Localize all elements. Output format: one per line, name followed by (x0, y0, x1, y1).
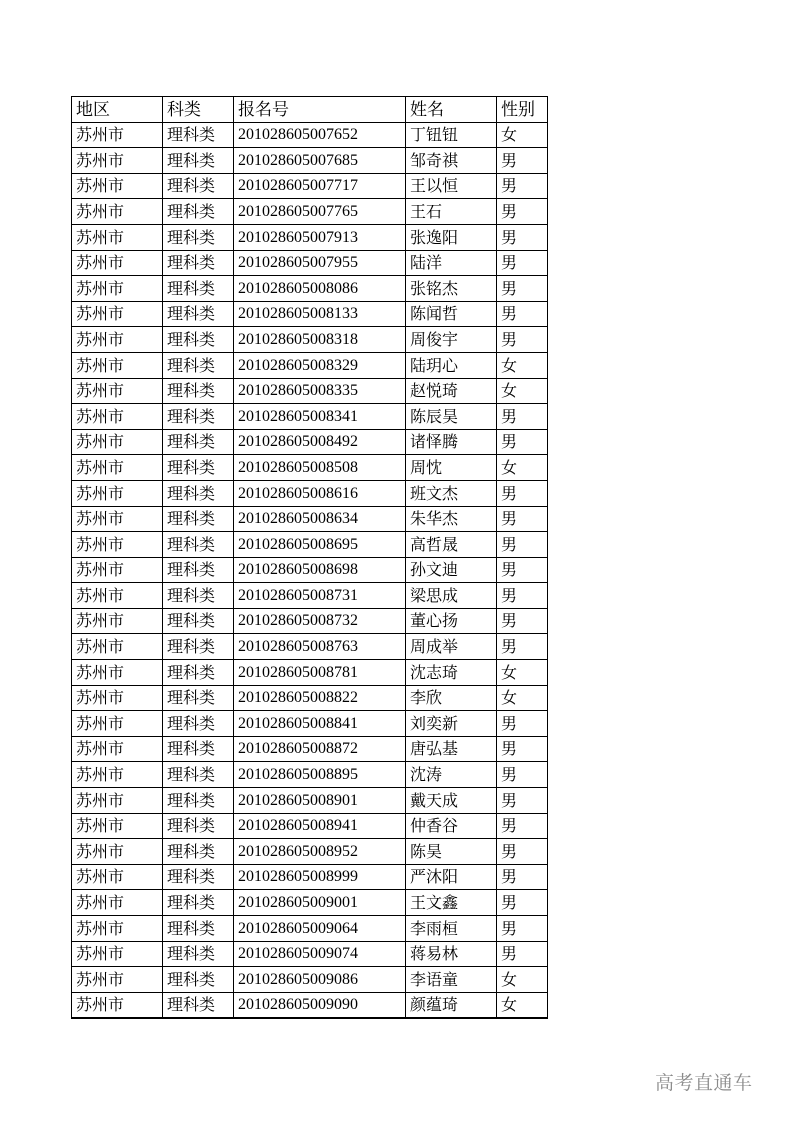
cell-gender: 男 (497, 813, 548, 839)
cell-registration-number: 201028605007955 (234, 250, 406, 276)
cell-gender: 男 (497, 839, 548, 865)
cell-registration-number: 201028605008822 (234, 685, 406, 711)
cell-name: 严沐阳 (406, 864, 497, 890)
cell-category: 理科类 (163, 173, 234, 199)
cell-registration-number: 201028605008086 (234, 276, 406, 302)
cell-name: 赵悦琦 (406, 378, 497, 404)
cell-category: 理科类 (163, 480, 234, 506)
cell-registration-number: 201028605008492 (234, 429, 406, 455)
cell-name: 张逸阳 (406, 224, 497, 250)
cell-region: 苏州市 (72, 532, 163, 558)
cell-gender: 男 (497, 890, 548, 916)
table-row (72, 608, 548, 634)
cell-gender: 男 (497, 711, 548, 737)
table-row (72, 455, 548, 481)
cell-region: 苏州市 (72, 736, 163, 762)
cell-category: 理科类 (163, 634, 234, 660)
cell-region: 苏州市 (72, 352, 163, 378)
cell-name: 陆玥心 (406, 352, 497, 378)
cell-region: 苏州市 (72, 583, 163, 609)
table-row (72, 480, 548, 506)
cell-registration-number: 201028605008781 (234, 660, 406, 686)
cell-region: 苏州市 (72, 608, 163, 634)
cell-name: 诸怿腾 (406, 429, 497, 455)
cell-region: 苏州市 (72, 480, 163, 506)
cell-category: 理科类 (163, 557, 234, 583)
cell-region: 苏州市 (72, 813, 163, 839)
cell-name: 唐弘基 (406, 736, 497, 762)
cell-region: 苏州市 (72, 404, 163, 430)
cell-registration-number: 201028605008763 (234, 634, 406, 660)
cell-category: 理科类 (163, 736, 234, 762)
cell-registration-number: 201028605008941 (234, 813, 406, 839)
cell-region: 苏州市 (72, 890, 163, 916)
table-row (72, 864, 548, 890)
cell-gender: 男 (497, 480, 548, 506)
header-cell-registration-number: 报名号 (234, 97, 406, 123)
table-row (72, 301, 548, 327)
cell-category: 理科类 (163, 813, 234, 839)
table-row (72, 967, 548, 993)
cell-gender: 男 (497, 224, 548, 250)
cell-name: 陆洋 (406, 250, 497, 276)
cell-category: 理科类 (163, 276, 234, 302)
table-row (72, 941, 548, 967)
cell-region: 苏州市 (72, 429, 163, 455)
cell-category: 理科类 (163, 660, 234, 686)
cell-region: 苏州市 (72, 864, 163, 890)
cell-category: 理科类 (163, 890, 234, 916)
cell-category: 理科类 (163, 992, 234, 1018)
table-row (72, 148, 548, 174)
table-row (72, 583, 548, 609)
cell-registration-number: 201028605008901 (234, 788, 406, 814)
cell-gender: 男 (497, 327, 548, 353)
cell-category: 理科类 (163, 327, 234, 353)
cell-registration-number: 201028605008732 (234, 608, 406, 634)
cell-gender: 男 (497, 250, 548, 276)
cell-registration-number: 201028605008841 (234, 711, 406, 737)
cell-registration-number: 201028605008731 (234, 583, 406, 609)
cell-region: 苏州市 (72, 301, 163, 327)
table-row (72, 839, 548, 865)
cell-gender: 男 (497, 762, 548, 788)
cell-category: 理科类 (163, 224, 234, 250)
cell-category: 理科类 (163, 839, 234, 865)
cell-registration-number: 201028605009090 (234, 992, 406, 1018)
cell-name: 班文杰 (406, 480, 497, 506)
cell-registration-number: 201028605008895 (234, 762, 406, 788)
cell-name: 董心扬 (406, 608, 497, 634)
cell-registration-number: 201028605009064 (234, 916, 406, 942)
cell-region: 苏州市 (72, 378, 163, 404)
cell-region: 苏州市 (72, 506, 163, 532)
cell-name: 朱华杰 (406, 506, 497, 532)
cell-registration-number: 201028605009074 (234, 941, 406, 967)
cell-region: 苏州市 (72, 967, 163, 993)
cell-region: 苏州市 (72, 634, 163, 660)
cell-category: 理科类 (163, 788, 234, 814)
table-row (72, 557, 548, 583)
cell-gender: 男 (497, 608, 548, 634)
cell-region: 苏州市 (72, 788, 163, 814)
cell-gender: 女 (497, 352, 548, 378)
cell-category: 理科类 (163, 429, 234, 455)
cell-gender: 女 (497, 455, 548, 481)
watermark-text: 高考直通车 (655, 1072, 753, 1094)
cell-name: 陈闻哲 (406, 301, 497, 327)
cell-registration-number: 201028605008634 (234, 506, 406, 532)
cell-region: 苏州市 (72, 455, 163, 481)
table-row (72, 916, 548, 942)
cell-gender: 男 (497, 864, 548, 890)
cell-gender: 男 (497, 173, 548, 199)
cell-gender: 男 (497, 532, 548, 558)
cell-region: 苏州市 (72, 941, 163, 967)
cell-name: 蒋易林 (406, 941, 497, 967)
cell-gender: 男 (497, 276, 548, 302)
cell-category: 理科类 (163, 199, 234, 225)
cell-region: 苏州市 (72, 992, 163, 1018)
cell-category: 理科类 (163, 916, 234, 942)
header-cell-gender: 性别 (497, 97, 548, 123)
table-row (72, 685, 548, 711)
cell-category: 理科类 (163, 352, 234, 378)
cell-gender: 男 (497, 199, 548, 225)
cell-gender: 女 (497, 967, 548, 993)
cell-category: 理科类 (163, 608, 234, 634)
cell-registration-number: 201028605007765 (234, 199, 406, 225)
table-row (72, 762, 548, 788)
table-row (72, 378, 548, 404)
table-row (72, 890, 548, 916)
roster-table (71, 96, 548, 1019)
roster-table-body (72, 97, 548, 1019)
cell-region: 苏州市 (72, 327, 163, 353)
cell-registration-number: 201028605007685 (234, 148, 406, 174)
cell-category: 理科类 (163, 122, 234, 148)
cell-gender: 男 (497, 557, 548, 583)
cell-gender: 女 (497, 660, 548, 686)
cell-gender: 男 (497, 148, 548, 174)
cell-registration-number: 201028605007717 (234, 173, 406, 199)
cell-region: 苏州市 (72, 199, 163, 225)
header-cell-category: 科类 (163, 97, 234, 123)
cell-gender: 男 (497, 429, 548, 455)
cell-region: 苏州市 (72, 224, 163, 250)
table-row (72, 224, 548, 250)
table-row (72, 276, 548, 302)
cell-region: 苏州市 (72, 660, 163, 686)
cell-name: 张铭杰 (406, 276, 497, 302)
cell-name: 李欣 (406, 685, 497, 711)
cell-region: 苏州市 (72, 839, 163, 865)
cell-name: 戴天成 (406, 788, 497, 814)
cell-name: 李语童 (406, 967, 497, 993)
cell-region: 苏州市 (72, 173, 163, 199)
table-row (72, 532, 548, 558)
cell-name: 颜蕴琦 (406, 992, 497, 1018)
cell-category: 理科类 (163, 532, 234, 558)
cell-name: 周成举 (406, 634, 497, 660)
cell-gender: 男 (497, 634, 548, 660)
cell-region: 苏州市 (72, 762, 163, 788)
table-row (72, 813, 548, 839)
cell-gender: 男 (497, 788, 548, 814)
cell-name: 李雨桓 (406, 916, 497, 942)
cell-name: 沈涛 (406, 762, 497, 788)
cell-category: 理科类 (163, 864, 234, 890)
cell-name: 刘奕新 (406, 711, 497, 737)
cell-category: 理科类 (163, 967, 234, 993)
cell-name: 王文鑫 (406, 890, 497, 916)
cell-category: 理科类 (163, 378, 234, 404)
cell-registration-number: 201028605009086 (234, 967, 406, 993)
header-cell-name: 姓名 (406, 97, 497, 123)
cell-registration-number: 201028605008999 (234, 864, 406, 890)
cell-name: 周俊宇 (406, 327, 497, 353)
cell-region: 苏州市 (72, 711, 163, 737)
cell-gender: 女 (497, 992, 548, 1018)
table-row (72, 122, 548, 148)
cell-name: 陈辰昊 (406, 404, 497, 430)
cell-gender: 女 (497, 378, 548, 404)
cell-registration-number: 201028605008872 (234, 736, 406, 762)
cell-region: 苏州市 (72, 148, 163, 174)
table-row (72, 506, 548, 532)
table-row (72, 429, 548, 455)
table-row (72, 711, 548, 737)
cell-region: 苏州市 (72, 916, 163, 942)
cell-category: 理科类 (163, 148, 234, 174)
header-cell-region: 地区 (72, 97, 163, 123)
table-row (72, 660, 548, 686)
cell-region: 苏州市 (72, 685, 163, 711)
table-row (72, 992, 548, 1018)
table-row (72, 634, 548, 660)
cell-name: 陈昊 (406, 839, 497, 865)
cell-category: 理科类 (163, 941, 234, 967)
cell-category: 理科类 (163, 506, 234, 532)
cell-region: 苏州市 (72, 276, 163, 302)
cell-category: 理科类 (163, 301, 234, 327)
cell-gender: 男 (497, 301, 548, 327)
table-row (72, 736, 548, 762)
cell-name: 孙文迪 (406, 557, 497, 583)
cell-name: 仲香谷 (406, 813, 497, 839)
table-header-row (72, 97, 548, 123)
cell-region: 苏州市 (72, 250, 163, 276)
cell-region: 苏州市 (72, 122, 163, 148)
cell-name: 王石 (406, 199, 497, 225)
cell-registration-number: 201028605008329 (234, 352, 406, 378)
cell-registration-number: 201028605008616 (234, 480, 406, 506)
table-row (72, 173, 548, 199)
cell-gender: 男 (497, 583, 548, 609)
table-row (72, 352, 548, 378)
cell-registration-number: 201028605009001 (234, 890, 406, 916)
cell-registration-number: 201028605008695 (234, 532, 406, 558)
cell-gender: 女 (497, 122, 548, 148)
cell-gender: 男 (497, 736, 548, 762)
cell-registration-number: 201028605008133 (234, 301, 406, 327)
cell-category: 理科类 (163, 404, 234, 430)
cell-name: 王以恒 (406, 173, 497, 199)
cell-registration-number: 201028605008952 (234, 839, 406, 865)
cell-gender: 男 (497, 404, 548, 430)
cell-name: 周忱 (406, 455, 497, 481)
cell-category: 理科类 (163, 250, 234, 276)
table-row (72, 788, 548, 814)
cell-name: 邹奇祺 (406, 148, 497, 174)
cell-gender: 女 (497, 685, 548, 711)
cell-gender: 男 (497, 506, 548, 532)
cell-name: 高哲晟 (406, 532, 497, 558)
cell-registration-number: 201028605008508 (234, 455, 406, 481)
cell-category: 理科类 (163, 711, 234, 737)
cell-registration-number: 201028605007652 (234, 122, 406, 148)
cell-category: 理科类 (163, 583, 234, 609)
cell-name: 沈志琦 (406, 660, 497, 686)
cell-registration-number: 201028605008698 (234, 557, 406, 583)
cell-registration-number: 201028605008318 (234, 327, 406, 353)
table-row (72, 250, 548, 276)
cell-registration-number: 201028605007913 (234, 224, 406, 250)
cell-gender: 男 (497, 916, 548, 942)
table-row (72, 404, 548, 430)
cell-name: 丁钮钮 (406, 122, 497, 148)
cell-registration-number: 201028605008335 (234, 378, 406, 404)
cell-gender: 男 (497, 941, 548, 967)
cell-category: 理科类 (163, 762, 234, 788)
table-row (72, 199, 548, 225)
cell-registration-number: 201028605008341 (234, 404, 406, 430)
cell-name: 梁思成 (406, 583, 497, 609)
cell-category: 理科类 (163, 685, 234, 711)
cell-category: 理科类 (163, 455, 234, 481)
table-row (72, 327, 548, 353)
cell-region: 苏州市 (72, 557, 163, 583)
